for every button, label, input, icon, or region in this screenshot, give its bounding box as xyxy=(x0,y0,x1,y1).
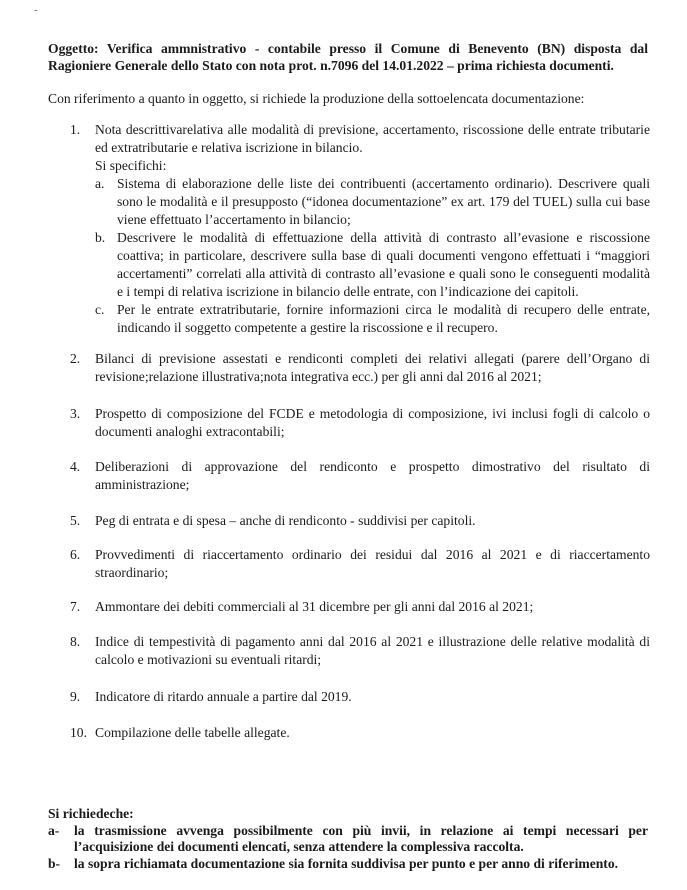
list-item-10 xyxy=(70,724,650,742)
closing-section xyxy=(48,806,648,872)
list-item-text: Indicatore di ritardo annuale a partire dal 2019. xyxy=(95,689,352,704)
list-item-text: Peg di entrata e di spesa – anche di rendiconto - suddivisi per capitoli. xyxy=(95,513,476,528)
closing-point-text: la sopra richiamata documentazione sia fornita suddivisa per punto e per anno di riferimento. xyxy=(74,855,619,871)
list-item-6 xyxy=(70,546,650,582)
closing-point-b xyxy=(48,856,648,873)
sub-item-letter: c. xyxy=(95,302,105,317)
list-item-number: 6. xyxy=(70,547,81,562)
list-item-number: 4. xyxy=(70,459,81,474)
specify-label: Si specifichi: xyxy=(95,158,167,173)
list-item-text: Deliberazioni di approvazione del rendiconto e prospetto dimostrativo del risultato di amministrazione; xyxy=(95,459,650,492)
closing-point-text: la trasmissione avvenga possibilmente con più invii, in relazione ai tempi necessari per l’acquisizione dei documenti elencati, senza attendere la complessiva raccolta. xyxy=(74,822,648,854)
list-item-8 xyxy=(70,633,650,669)
list-item-number: 8. xyxy=(70,634,81,649)
list-item-9 xyxy=(70,688,650,706)
list-item-text: Nota descrittivarelativa alle modalità di previsione, accertamento, riscossione delle entrate tributarie ed extratributarie e relativa iscrizione in bilancio. xyxy=(95,122,650,155)
list-item-4 xyxy=(70,458,650,494)
sub-item-a xyxy=(95,175,650,229)
list-item-text: Prospetto di composizione del FCDE e metodologia di composizione, ivi inclusi fogli di calcolo o documenti analoghi extracontabili; xyxy=(95,406,650,439)
list-item-text: Indice di tempestività di pagamento anni dal 2016 al 2021 e illustrazione delle relative modalità di calcolo e motivazioni su eventuali ritardi; xyxy=(95,634,650,667)
list-item-number: 9. xyxy=(70,689,81,704)
closing-point-letter: b- xyxy=(48,855,61,871)
list-item-1 xyxy=(70,121,650,337)
sub-item-c xyxy=(95,301,650,337)
sub-item-b xyxy=(95,229,650,301)
list-item-text: Ammontare dei debiti commerciali al 31 dicembre per gli anni dal 2016 al 2021; xyxy=(95,599,534,614)
intro-paragraph: Con riferimento a quanto in oggetto, si richiede la produzione della sottoelencata documentazione: xyxy=(48,91,585,106)
list-item-number: 1. xyxy=(70,122,81,137)
closing-point-letter: a- xyxy=(48,822,60,838)
sub-item-letter: a. xyxy=(95,176,105,191)
sub-item-letter: b. xyxy=(95,230,106,245)
sub-item-text: Sistema di elaborazione delle liste dei contribuenti (accertamento ordinario). Descrivere quali sono le modalità e il presupposto (“idonea documentazione” ex art. 179 del TUEL) sulla cui base viene effettuato l’accertamento in bilancio; xyxy=(117,176,650,227)
list-item-3 xyxy=(70,405,650,441)
list-item-number: 3. xyxy=(70,406,81,421)
list-item-number: 10. xyxy=(70,725,87,740)
list-item-2 xyxy=(70,350,650,386)
header-mark: - xyxy=(34,4,38,16)
list-item-number: 7. xyxy=(70,599,81,614)
list-item-number: 5. xyxy=(70,513,81,528)
list-item-7 xyxy=(70,598,650,616)
closing-heading: Si richiedeche: xyxy=(48,806,134,821)
list-item-text: Provvedimenti di riaccertamento ordinario dei residui dal 2016 al 2021 e di riaccertamento straordinario; xyxy=(95,547,650,580)
list-item-number: 2. xyxy=(70,351,81,366)
list-item-text: Compilazione delle tabelle allegate. xyxy=(95,725,290,740)
subject-line: Oggetto: Verifica ammnistrativo - contabile presso il Comune di Benevento (BN) disposta dal Ragioniere Generale dello Stato con nota prot. n.7096 del 14.01.2022 – prima richiesta documenti. xyxy=(48,41,648,73)
list-item-text: Bilanci di previsione assestati e rendiconti completi dei relativi allegati (parere dell’Organo di revisione;relazione illustrativa;nota integrativa ecc.) per gli anni dal 2016 al 2021; xyxy=(95,351,650,384)
list-item-5 xyxy=(70,512,650,530)
closing-point-a xyxy=(48,823,648,856)
sub-item-text: Descrivere le modalità di effettuazione della attività di contrasto all’evasione e riscossione coattiva; in particolare, descrivere sulla base di quali documenti vengono effettuati i “maggiori accertamenti” correlati alla attività di contrasto all’evasione e quali sono le conseguenti modalità e i tempi di relativa iscrizione in bilancio delle entrate, con l’indicazione dei capitoli. xyxy=(117,230,650,299)
sub-item-text: Per le entrate extratributarie, fornire informazioni circa le modalità di recupero delle entrate, indicando il soggetto competente a gestire la riscossione e il recupero. xyxy=(117,302,650,335)
